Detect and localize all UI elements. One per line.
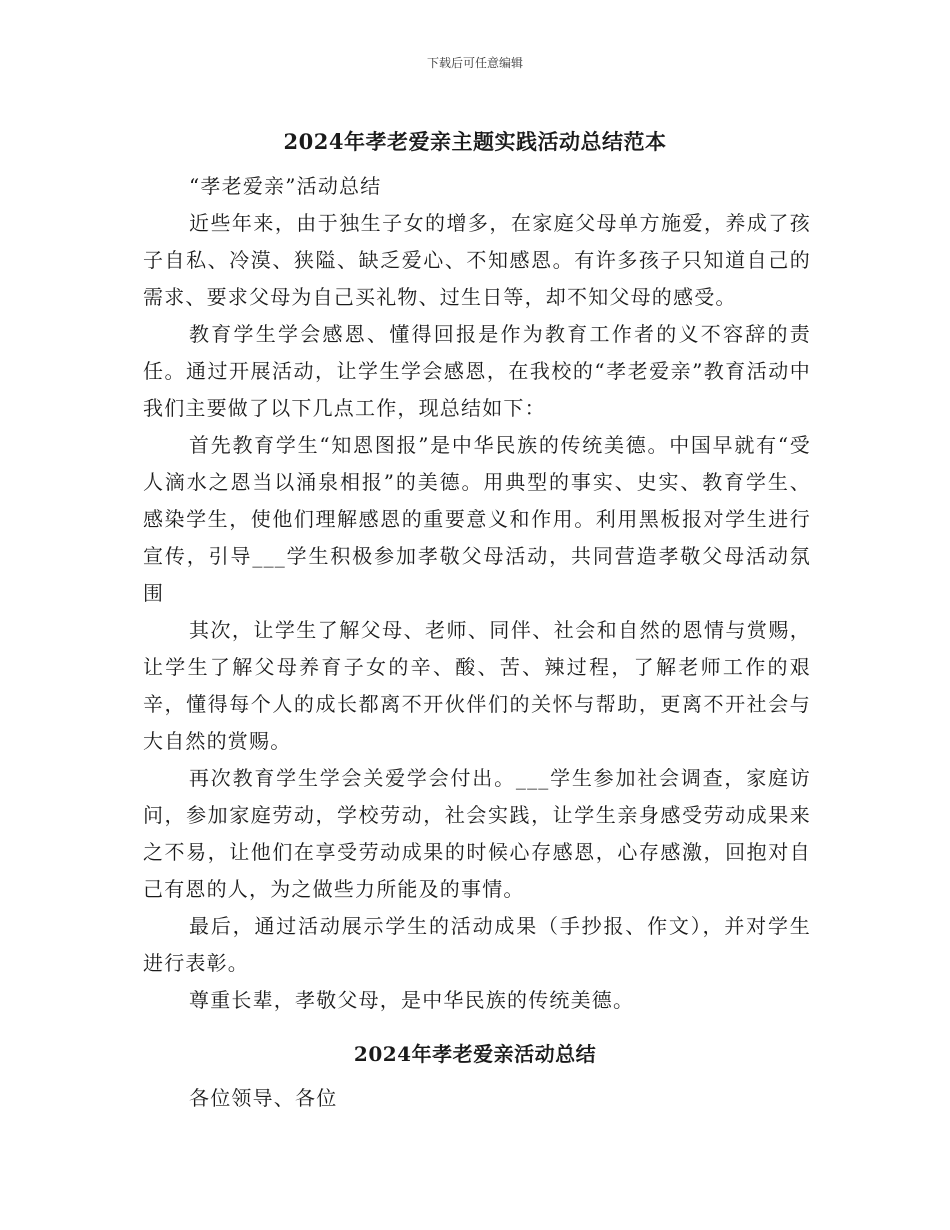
paragraph: 首先教育学生“知恩图报”是中华民族的传统美德。中国早就有“受人滴水之恩当以涌泉相报”的美德。用典型的事实、史实、教育学生、感染学生，使他们理解感恩的重要意义和作用。利用黑板报对学生进行宣传，引导___学生积极参加孝敬父母活动，共同营造孝敬父母活动氛围 xyxy=(143,433,811,605)
second-title: 2024年孝老爱亲活动总结 xyxy=(353,1042,597,1066)
paragraph: 其次，让学生了解父母、老师、同伴、社会和自然的恩情与赏赐，让学生了解父母养育子女的辛、酸、苦、辣过程，了解老师工作的艰辛，懂得每个人的成长都离不开伙伴们的关怀与帮助，更离不开社会与大自然的赏赐。 xyxy=(143,618,811,753)
second-body xyxy=(143,1080,811,1117)
document-title: 2024年孝老爱亲主题实践活动总结范本 xyxy=(283,129,667,154)
paragraph: 近些年来，由于独生子女的增多，在家庭父母单方施爱，养成了孩子自私、冷漠、狭隘、缺乏爱心、不知感恩。有许多孩子只知道自己的需求、要求父母为自己买礼物、过生日等，却不知父母的感受。 xyxy=(143,211,811,309)
paragraph: 尊重长辈，孝敬父母，是中华民族的传统美德。 xyxy=(189,988,635,1012)
header-note: 下载后可任意编辑 xyxy=(426,56,523,70)
paragraph: 最后，通过活动展示学生的活动成果（手抄报、作文），并对学生进行表彰。 xyxy=(143,914,811,975)
section-subtitle: “孝老爱亲”活动总结 xyxy=(189,174,382,198)
paragraph: 教育学生学会感恩、懂得回报是作为教育工作者的义不容辞的责任。通过开展活动，让学生学会感恩，在我校的“孝老爱亲”教育活动中我们主要做了以下几点工作，现总结如下： xyxy=(143,322,811,420)
paragraph: 各位领导、各位 xyxy=(189,1086,338,1110)
document-body xyxy=(143,168,811,1019)
paragraph: 再次教育学生学会关爱学会付出。___学生参加社会调查，家庭访问，参加家庭劳动，学校劳动，社会实践，让学生亲身感受劳动成果来之不易，让他们在享受劳动成果的时候心存感恩，心存感激，回抱对自己有恩的人，为之做些力所能及的事情。 xyxy=(143,766,811,901)
